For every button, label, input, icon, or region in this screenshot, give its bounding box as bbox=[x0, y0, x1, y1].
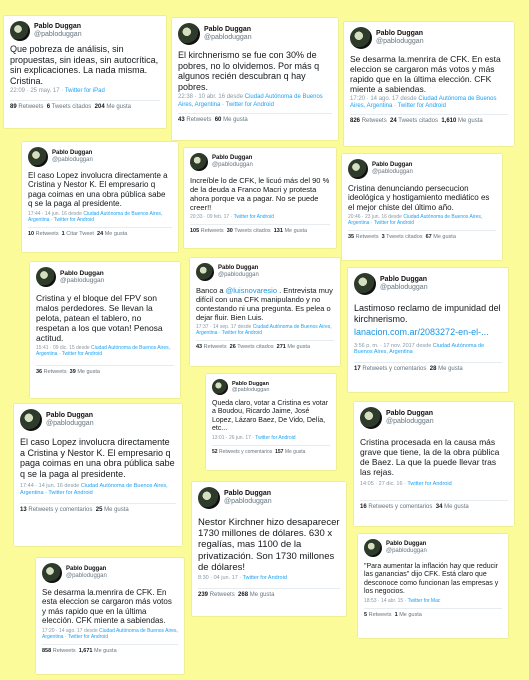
author-name[interactable]: Pablo Duggan bbox=[52, 150, 93, 157]
author-name[interactable]: Pablo Duggan bbox=[66, 566, 107, 573]
tweet-meta bbox=[364, 598, 502, 604]
tweet-client[interactable]: Twitter for Android bbox=[407, 481, 452, 488]
tweet-client[interactable]: Ciudad Autónoma de Buenos Aires, Argentina · Twitter for Android bbox=[36, 345, 170, 358]
author-name[interactable]: Pablo Duggan bbox=[34, 22, 82, 30]
tweet-card[interactable] bbox=[342, 154, 502, 260]
tweet-meta bbox=[196, 324, 334, 336]
tweet-text-pre: Banco a bbox=[196, 286, 226, 295]
tweet-text: Cristina procesada en la causa más grave que tiene, la de la obra pública de Baez. La que la puede llevar tras las rejas. bbox=[360, 437, 500, 478]
tweet-time: 17:44 · 14 jun. 16 desde bbox=[28, 210, 82, 217]
avatar[interactable] bbox=[190, 153, 208, 171]
avatar[interactable] bbox=[350, 27, 372, 49]
retweet-label: Retweets bbox=[43, 369, 67, 376]
author-name[interactable]: Pablo Duggan bbox=[372, 162, 413, 169]
author-name[interactable]: Pablo Duggan bbox=[204, 25, 252, 33]
quote-count[interactable]: 26 bbox=[229, 344, 236, 351]
like-count[interactable]: 67 bbox=[425, 234, 432, 241]
mention-link[interactable]: @luisnovaresio bbox=[225, 286, 277, 295]
like-count[interactable]: 131 bbox=[273, 228, 283, 235]
tweet-time: 17:20 · 14 ago. 17 desde bbox=[42, 627, 98, 634]
tweet-text: Se desarma la.menrira de CFK. En esta eleccion se cargaron más votos y más rapido que en la última elección. CFK miente a sabiendas. bbox=[350, 54, 501, 95]
like-count[interactable]: 157 bbox=[275, 449, 284, 455]
tweet-time: 17:44 · 14 jun. 16 desde bbox=[20, 483, 80, 490]
retweet-count[interactable]: 52 bbox=[212, 449, 218, 455]
retweet-count[interactable]: 105 bbox=[190, 228, 200, 235]
tweet-meta bbox=[354, 343, 502, 356]
retweet-count[interactable]: 43 bbox=[196, 344, 203, 351]
like-count[interactable]: 1 bbox=[394, 612, 398, 618]
quote-label: Tweets citados bbox=[386, 234, 423, 241]
avatar[interactable] bbox=[198, 487, 220, 509]
tweet-card[interactable] bbox=[36, 558, 184, 674]
tweet-meta bbox=[198, 575, 340, 582]
tweet-meta bbox=[36, 345, 174, 357]
tweet-client[interactable]: Ciudad Autónoma de Buenos Aires, Argentina · Twitter for Android bbox=[196, 324, 332, 337]
retweet-label: Retweets y comentarios bbox=[362, 366, 427, 373]
author-handle: @pabloduggan bbox=[376, 38, 424, 45]
tweet-time: 3:56 p. m. · 17 nov. 2017 desde bbox=[354, 342, 432, 349]
tweet-client[interactable]: Ciudad Autónoma de Buenos Aires, Argentina · Twitter for Android bbox=[178, 94, 323, 108]
tweet-card[interactable] bbox=[190, 258, 340, 366]
like-label: Me gusta bbox=[284, 228, 308, 235]
like-label: Me gusta bbox=[249, 591, 275, 598]
retweet-label: Retweets bbox=[209, 591, 235, 598]
retweet-label: Retweets bbox=[355, 234, 379, 241]
tweet-text: El caso Lopez involucra directamente a Cristina y Nestor K. El empresario q paga coimas en una obra pública sabe q se la paga al presidente. bbox=[28, 171, 168, 209]
retweet-label: Retweets y comentarios bbox=[368, 503, 433, 510]
like-label: Me gusta bbox=[104, 230, 128, 237]
tweet-text: Nestor Kirchner hizo desaparecer 1730 millones de dólares. 630 x regalías, mas 1100 de la privatización. Son 1730 millones de dólares! bbox=[198, 517, 340, 573]
like-count[interactable]: 39 bbox=[69, 369, 76, 376]
retweet-label: Retweets bbox=[368, 612, 392, 618]
tweet-card[interactable] bbox=[22, 142, 178, 252]
like-label: Me gusta bbox=[223, 116, 248, 123]
quote-label: Tweets citados bbox=[237, 344, 274, 351]
tweet-meta bbox=[348, 214, 496, 226]
author-handle: @pabloduggan bbox=[218, 272, 259, 278]
tweet-meta bbox=[20, 483, 176, 496]
tweet-card[interactable] bbox=[172, 18, 338, 140]
author-handle: @pabloduggan bbox=[46, 420, 94, 427]
author-name[interactable]: Pablo Duggan bbox=[224, 489, 272, 497]
tweet-meta bbox=[212, 435, 330, 441]
tweet-time: 18:53 · 14 abr. 15 · bbox=[364, 598, 407, 604]
tweet-client[interactable]: Ciudad Autónoma de Buenos Aires, Argentina · Twitter for Android bbox=[348, 214, 483, 227]
tweet-text: Increíble lo de CFK, le licuó más del 90 % de la deuda a Franco Macri y protesta ahora porque va a pagar. No se puede creer!! bbox=[190, 176, 330, 212]
like-label: Me gusta bbox=[284, 449, 306, 455]
tweet-client[interactable]: Twitter for iPad bbox=[64, 88, 105, 95]
author-name[interactable]: Pablo Duggan bbox=[46, 411, 94, 419]
tweet-client[interactable]: Twitter for Android bbox=[242, 575, 287, 582]
tweet-client[interactable]: Twitter for Mac bbox=[407, 598, 441, 604]
avatar[interactable] bbox=[360, 407, 382, 429]
like-count[interactable]: 1,671 bbox=[78, 647, 93, 654]
avatar[interactable] bbox=[10, 21, 30, 41]
tweet-text: "Para aumentar la inflación hay que reducir las ganancias" dijo CFK. Está claro que desconoce como funcionan las empresas y los negocios. bbox=[364, 563, 499, 595]
tweet-text: Lastimoso reclamo de impunidad del kirchnerismo. bbox=[354, 303, 501, 324]
tweet-stats bbox=[348, 230, 496, 240]
author-handle: @pabloduggan bbox=[224, 498, 272, 505]
retweet-count[interactable]: 826 bbox=[350, 118, 361, 125]
like-count[interactable]: 25 bbox=[95, 506, 103, 513]
author-name[interactable]: Pablo Duggan bbox=[380, 275, 428, 283]
author-handle: @pabloduggan bbox=[386, 418, 434, 425]
tweet-meta bbox=[10, 88, 160, 95]
tweet-card[interactable] bbox=[14, 404, 182, 546]
tweet-time: 13:01 · 26 jun. 17 · bbox=[212, 435, 254, 441]
like-label: Me gusta bbox=[287, 344, 311, 351]
like-label: Me gusta bbox=[458, 118, 483, 125]
tweet-stats bbox=[36, 365, 174, 375]
tweet-stats bbox=[198, 588, 340, 598]
author-handle: @pabloduggan bbox=[60, 277, 105, 284]
tweet-card[interactable] bbox=[4, 16, 166, 128]
tweet-text: El caso Lopez involucra directamente a Cristina y Nestor K. El empresario q paga coimas en una obra pública sabe q se la paga al presidente. bbox=[20, 437, 175, 479]
tweet-stats bbox=[28, 227, 172, 237]
like-label: Me gusta bbox=[94, 647, 117, 654]
author-handle: @pabloduggan bbox=[52, 157, 93, 163]
like-count[interactable]: 268 bbox=[238, 591, 249, 598]
tweet-client[interactable]: Ciudad Autónoma de Buenos Aires, Argentina bbox=[354, 342, 485, 356]
tweet-client[interactable]: Ciudad Autónoma de Buenos Aires, Argentina · Twitter for Android bbox=[42, 627, 178, 640]
like-count[interactable]: 204 bbox=[94, 103, 105, 110]
tweet-time: 8:30 · 04 jun. 17 · bbox=[198, 575, 242, 582]
author-name[interactable]: Pablo Duggan bbox=[60, 269, 104, 277]
avatar[interactable] bbox=[20, 409, 42, 431]
avatar[interactable] bbox=[36, 267, 56, 287]
author-name[interactable]: Pablo Duggan bbox=[212, 155, 253, 162]
like-label: Me gusta bbox=[106, 103, 132, 110]
avatar[interactable] bbox=[42, 563, 62, 583]
tweet-client[interactable]: Ciudad Autónoma de Buenos Aires, Argentina · Twitter for Android bbox=[20, 483, 168, 497]
retweet-count[interactable]: 13 bbox=[20, 506, 27, 513]
tweet-meta bbox=[178, 94, 332, 108]
avatar[interactable] bbox=[178, 23, 200, 45]
avatar[interactable] bbox=[354, 273, 376, 295]
retweet-label: Retweets y comentarios bbox=[28, 506, 93, 513]
tweet-time: 20:46 · 23 jun. 16 desde bbox=[348, 214, 402, 221]
author-name[interactable]: Pablo Duggan bbox=[386, 541, 427, 548]
tweet-stats bbox=[212, 445, 330, 455]
quote-label: Tweets citados bbox=[398, 118, 438, 125]
tweet-time: 20:33 · 09 feb. 17 · bbox=[190, 214, 233, 221]
tweet-text: Queda claro, votar a Cristina es votar a Boudou, Ricardo Jaime, José Lopez, Lázaro Baez, De Vido, Delía, etc... bbox=[212, 400, 328, 432]
retweet-count[interactable]: 16 bbox=[360, 503, 367, 510]
tweet-stats bbox=[364, 608, 502, 618]
article-link[interactable]: lanacion.com.ar/2083272-en-el-... bbox=[354, 327, 489, 338]
tweet-card[interactable] bbox=[192, 482, 346, 616]
avatar[interactable] bbox=[28, 147, 48, 167]
tweet-time: 14:05 · 27 dic. 16 · bbox=[360, 481, 406, 488]
tweet-card[interactable] bbox=[358, 534, 508, 638]
quote-count[interactable]: 24 bbox=[390, 118, 397, 125]
tweet-stats bbox=[190, 224, 330, 234]
avatar[interactable] bbox=[364, 539, 382, 557]
retweet-count[interactable]: 35 bbox=[348, 234, 355, 241]
tweet-client[interactable]: Twitter for Android bbox=[233, 214, 274, 221]
tweet-text: Que pobreza de análisis, sin propuestas, sin ideas, sin autocrítica, sin explicaciones. La nada misma. Cristina. bbox=[10, 44, 159, 86]
like-count[interactable]: 1,610 bbox=[441, 118, 457, 125]
retweet-label: Retweets bbox=[200, 228, 224, 235]
retweet-count[interactable]: 858 bbox=[42, 647, 52, 654]
retweet-label: Retweets y comentarios bbox=[218, 449, 273, 455]
author-handle: @pabloduggan bbox=[66, 573, 107, 579]
retweet-count[interactable]: 5 bbox=[364, 612, 368, 618]
quote-count[interactable]: 3 bbox=[381, 234, 385, 241]
like-label: Me gusta bbox=[399, 612, 422, 618]
tweet-text-post: . Entrevista muy difícil con una CFK manipulando y no contestando ni una pregunta. Es pelea o dejar fluir. Bien Luis. bbox=[196, 286, 333, 322]
quote-count[interactable]: 6 bbox=[46, 103, 51, 110]
tweet-time: 17:20 · 14 ago. 17 desde bbox=[350, 96, 417, 103]
avatar[interactable] bbox=[212, 379, 228, 395]
tweet-client[interactable]: Ciudad Autónoma de Buenos Aires, Argentina · Twitter for Android bbox=[350, 96, 497, 110]
retweet-count[interactable]: 239 bbox=[198, 591, 209, 598]
avatar[interactable] bbox=[348, 159, 368, 179]
tweet-card[interactable] bbox=[354, 402, 514, 526]
like-count[interactable]: 28 bbox=[429, 366, 437, 373]
tweet-stats bbox=[42, 644, 178, 654]
tweet-text bbox=[196, 287, 334, 322]
retweet-count[interactable]: 17 bbox=[354, 366, 361, 373]
author-handle: @pabloduggan bbox=[372, 169, 413, 175]
retweet-count[interactable]: 36 bbox=[36, 369, 43, 376]
quote-count[interactable]: 1 bbox=[61, 230, 65, 237]
tweet-card[interactable] bbox=[30, 262, 180, 398]
like-label: Me gusta bbox=[433, 234, 456, 241]
tweet-card[interactable] bbox=[344, 22, 514, 146]
retweet-count[interactable]: 10 bbox=[28, 230, 35, 237]
avatar[interactable] bbox=[196, 263, 214, 281]
author-handle: @pabloduggan bbox=[380, 284, 428, 291]
author-handle: @pabloduggan bbox=[204, 34, 252, 41]
tweet-time: 22:09 · 25 may. 17 · bbox=[10, 88, 64, 95]
retweet-label: Retweets bbox=[18, 103, 44, 110]
author-handle: @pabloduggan bbox=[386, 548, 427, 554]
tweet-stats bbox=[354, 362, 502, 372]
author-handle: @pabloduggan bbox=[34, 31, 82, 38]
tweet-text: El kirchnerismo se fue con 30% de pobres, no lo olvidemos. Por más q algunos recién descubran q hay pobres. bbox=[178, 50, 320, 92]
tweet-text: Cristina denunciando persecucion ideológica y hostigamiento mediático es el mejor chiste del último año. bbox=[348, 184, 490, 212]
tweet-meta bbox=[190, 214, 330, 220]
tweet-text: Se desarma la.menrira de CFK. En esta eleccion se cargaron más votos y más rapido que en la última elección. CFK miente a sabiendas. bbox=[42, 588, 172, 626]
tweet-time: 22:38 · 10 abr. 16 desde bbox=[178, 94, 244, 101]
tweet-client[interactable]: Ciudad Autónoma de Buenos Aires, Argentina · Twitter for Android bbox=[28, 210, 163, 223]
author-handle: @pabloduggan bbox=[212, 162, 253, 168]
retweet-label: Retweets bbox=[361, 118, 387, 125]
tweet-stats bbox=[196, 340, 334, 350]
tweet-text: Cristina y el bloque del FPV son malos perdedores. Se llevan la pelota, patean el tablero, no respetan a los que votan! Penosa actitud. bbox=[36, 293, 163, 344]
like-count[interactable]: 271 bbox=[276, 344, 286, 351]
quote-label: Tweets citados bbox=[234, 228, 271, 235]
like-label: Me gusta bbox=[444, 503, 469, 510]
tweet-meta bbox=[42, 628, 178, 640]
author-name[interactable]: Pablo Duggan bbox=[386, 409, 434, 417]
retweet-label: Retweets bbox=[35, 230, 59, 237]
tweet-client[interactable]: Twitter for Android bbox=[255, 435, 296, 441]
tweet-meta bbox=[350, 96, 508, 110]
tweet-card[interactable] bbox=[206, 374, 336, 470]
retweet-count[interactable]: 43 bbox=[178, 116, 185, 123]
author-name[interactable]: Pablo Duggan bbox=[232, 380, 269, 387]
like-count[interactable]: 60 bbox=[214, 116, 222, 123]
retweet-label: Retweets bbox=[52, 647, 76, 654]
tweet-stats bbox=[350, 114, 508, 124]
retweet-count[interactable]: 89 bbox=[10, 103, 17, 110]
author-name[interactable]: Pablo Duggan bbox=[376, 29, 424, 37]
retweet-label: Retweets bbox=[203, 344, 227, 351]
tweet-card[interactable] bbox=[184, 148, 336, 248]
retweet-label: Retweets bbox=[186, 116, 212, 123]
quote-count[interactable]: 30 bbox=[226, 228, 233, 235]
quote-label: Tweets citados bbox=[51, 103, 92, 110]
tweet-stats bbox=[10, 100, 160, 110]
like-label: Me gusta bbox=[438, 366, 463, 373]
like-count[interactable]: 24 bbox=[97, 230, 104, 237]
tweet-stats bbox=[20, 503, 176, 513]
tweet-stats bbox=[360, 500, 508, 510]
like-count[interactable]: 34 bbox=[435, 503, 443, 510]
tweet-time: 15:41 · 09 dic. 15 desde bbox=[36, 345, 90, 352]
like-label: Me gusta bbox=[104, 506, 129, 513]
author-name[interactable]: Pablo Duggan bbox=[218, 265, 259, 272]
tweet-card[interactable] bbox=[348, 268, 508, 392]
tweet-meta bbox=[360, 481, 508, 488]
like-label: Me gusta bbox=[77, 369, 100, 376]
author-handle: @pabloduggan bbox=[232, 387, 270, 393]
tweet-stats bbox=[178, 113, 332, 123]
quote-label: Citar Tweet bbox=[66, 230, 94, 237]
tweet-time: 17:37 · 14 sep. 17 desde bbox=[196, 324, 252, 331]
tweet-meta bbox=[28, 211, 172, 223]
